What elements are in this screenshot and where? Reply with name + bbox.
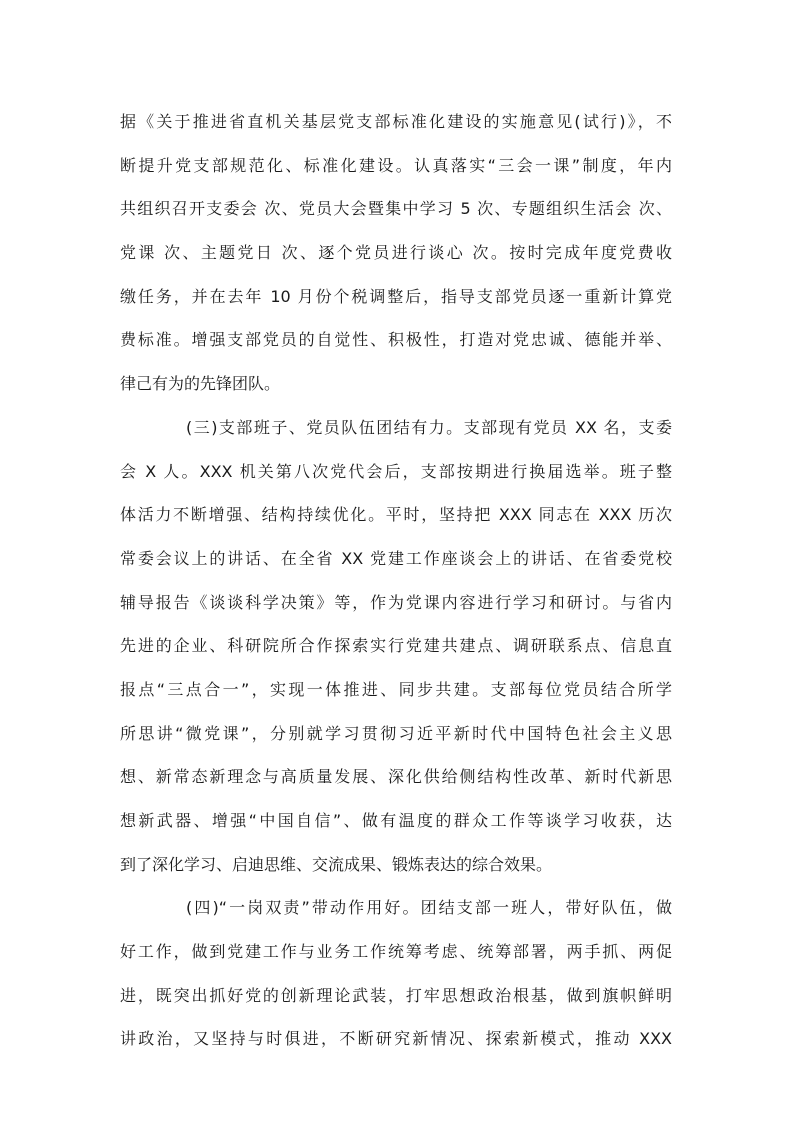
text-line: 所思讲“微党课”，分别就学习贯彻习近平新时代中国特色社会主义思 (120, 723, 672, 743)
text-line: 先进的企业、科研院所合作探索实行党建共建点、调研联系点、信息直 (120, 636, 672, 656)
text-line: 好工作，做到党建工作与业务工作统筹考虑、统筹部署，两手抓、两促 (120, 942, 672, 962)
paragraph-party-branch-standardization (120, 100, 672, 406)
paragraph-branch-team-unity (120, 406, 672, 887)
document-body (120, 100, 672, 1061)
text-line: 想新武器、增强“中国自信”、做有温度的群众工作等谈学习收获，达 (120, 811, 672, 830)
text-line: 辅导报告《谈谈科学决策》等，作为党课内容进行学习和研讨。与省内 (120, 592, 672, 612)
section-heading-line: (四)“一岗双责”带动作用好。团结支部一班人，带好队伍，做 (186, 898, 672, 918)
text-line: 党课 次、主题党日 次、逐个党员进行谈心 次。按时完成年度党费收 (120, 243, 672, 263)
paragraph-one-post-dual-duty (120, 886, 672, 1061)
text-line: 律己有为的先锋团队。 (120, 374, 281, 394)
text-line: 费标准。增强支部党员的自觉性、积极性，打造对党忠诚、德能并举、 (120, 330, 672, 350)
text-line: 进，既突出抓好党的创新理论武装，打牢思想政治根基，做到旗帜鲜明 (120, 985, 672, 1005)
text-line: 会 X 人。XXX 机关第八次党代会后，支部按期进行换届选举。班子整 (120, 461, 672, 481)
text-line: 缴任务，并在去年 10 月份个税调整后，指导支部党员逐一重新计算党 (120, 286, 672, 306)
section-heading-line: (三)支部班子、党员队伍团结有力。支部现有党员 XX 名，支委 (186, 417, 672, 437)
text-line: 想、新常态新理念与高质量发展、深化供给侧结构性改革、新时代新思 (120, 767, 672, 787)
text-line: 报点“三点合一”，实现一体推进、同步共建。支部每位党员结合所学 (120, 679, 672, 699)
text-line: 体活力不断增强、结构持续优化。平时，坚持把 XXX 同志在 XXX 历次 (120, 505, 672, 525)
text-line: 讲政治，又坚持与时俱进，不断研究新情况、探索新模式，推动 XXX (120, 1029, 672, 1049)
text-line: 断提升党支部规范化、标准化建设。认真落实“三会一课”制度，年内 (120, 155, 672, 175)
text-line: 常委会议上的讲话、在全省 XX 党建工作座谈会上的讲话、在省委党校 (120, 548, 672, 568)
text-line: 共组织召开支委会 次、党员大会暨集中学习 5 次、专题组织生活会 次、 (120, 199, 672, 219)
text-line: 据《关于推进省直机关基层党支部标准化建设的实施意见(试行)》，不 (120, 112, 672, 131)
text-line: 到了深化学习、启迪思维、交流成果、锻炼表达的综合效果。 (120, 854, 553, 874)
